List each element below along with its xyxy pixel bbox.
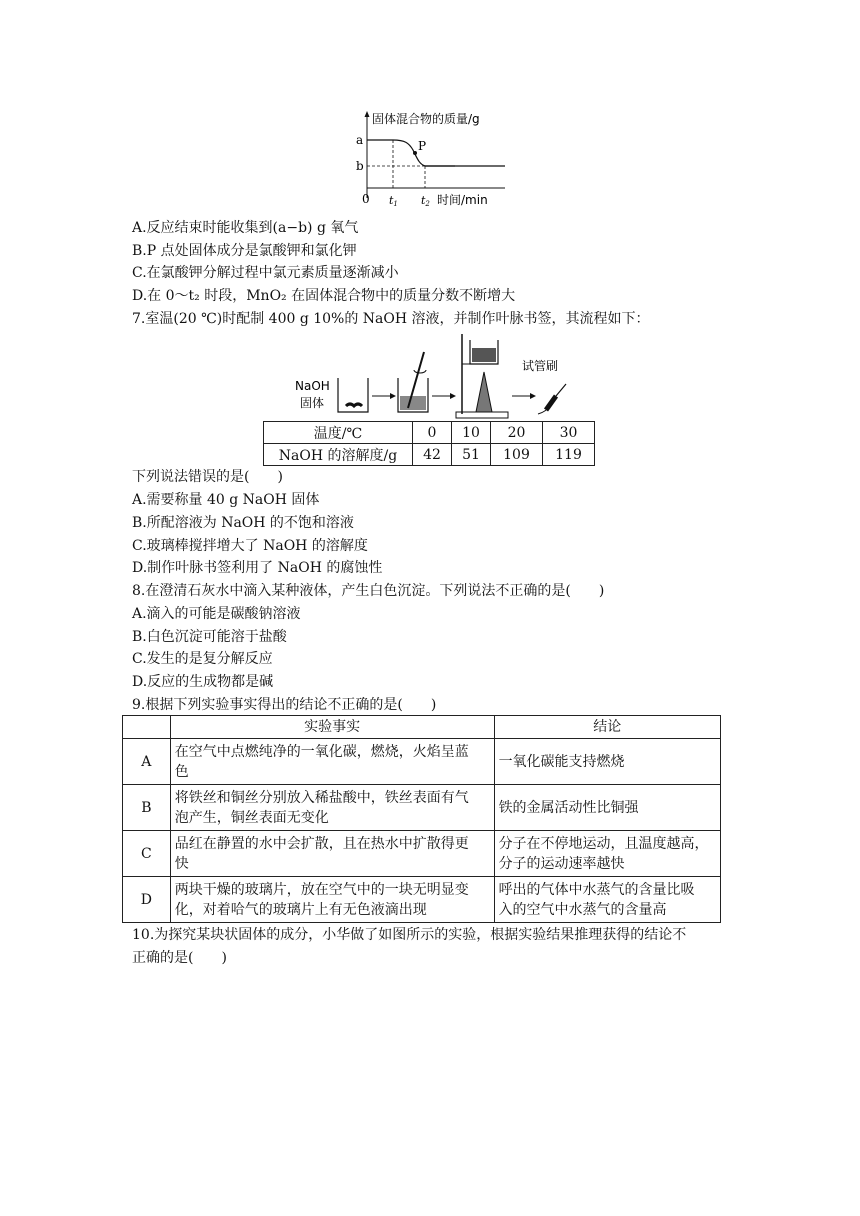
q6-option-b: B.P 点处固体成分是氯酸钾和氯化钾 [132,243,357,259]
t1-label: t1 [389,194,398,208]
q7-option-a: A.需要称量 40 g NaOH 固体 [132,492,320,508]
flow-label-brush: 试管刷 [522,359,559,373]
table-row [123,831,721,877]
conclusion-line: 分子的运动速率越快 [498,855,625,872]
naoh-solid-icon [346,404,362,406]
flow-arrow-1-head [390,393,396,399]
point-p-marker [413,151,417,155]
q9-stem: 9.根据下列实验事实得出的结论不正确的是( ) [132,697,437,713]
y-axis-arrow [365,111,370,117]
solubility-table [263,421,595,466]
table-header: 实验事实 [170,716,494,739]
origin-label: 0 [362,192,370,206]
fact-line: 快 [174,855,189,872]
flow-arrow-3-head [530,393,536,399]
q10-stem-line-1: 10.为探究某块状固体的成分，小华做了如图所示的实验，根据实验结果推理获得的结论不 [132,927,687,943]
table-row [264,444,595,466]
q8-option-b: B.白色沉淀可能溶于盐酸 [132,629,287,645]
conclusion-cell [494,785,720,831]
table-row [123,785,721,831]
flow-label-naoh: NaOH [295,379,330,393]
conclusion-line: 分子在不停地运动，且温度越高， [498,835,709,852]
fact-line: 色 [174,763,189,780]
table-cell: 51 [452,444,491,466]
q7-prompt: 下列说法错误的是( ) [132,469,283,485]
q6-option-a: A.反应结束时能收集到(a−b) g 氧气 [132,220,359,236]
mass-time-graph [345,108,515,208]
conclusion-cell [494,831,720,877]
t2-label: t2 [421,194,430,208]
y-tick-b: b [356,159,364,173]
q6-option-d: D.在 0～t₂ 时段，MnO₂ 在固体混合物中的质量分数不断增大 [132,288,516,304]
row-key: A [123,739,171,785]
fact-line: 品红在静置的水中会扩散，且在热水中扩散得更 [174,835,469,852]
table-cell: 10 [452,422,491,444]
flow-arrow-2-head [450,393,456,399]
table-row [123,739,721,785]
fact-line: 化，对着哈气的玻璃片上有无色液滴出现 [174,901,427,918]
table-cell: 30 [543,422,595,444]
fact-line: 在空气中点燃纯净的一氧化碳，燃烧，火焰呈蓝 [174,743,469,760]
alcohol-lamp-icon [476,372,492,412]
stand-base [456,412,508,418]
fact-line: 将铁丝和铜丝分别放入稀盐酸中，铁丝表面有气 [174,789,469,806]
x-axis-label: 时间/min [437,193,488,207]
table-cell: 119 [543,444,595,466]
table-row [264,422,595,444]
table-header: 结论 [494,716,720,739]
row-key: D [123,877,171,923]
table-cell: 109 [491,444,543,466]
solution-fill [400,396,426,410]
q9-table [122,715,721,923]
q10-stem-line-2: 正确的是( ) [132,950,227,966]
fact-cell [170,877,494,923]
fact-cell [170,785,494,831]
q8-stem: 8.在澄清石灰水中滴入某种液体，产生白色沉淀。下列说法不正确的是( ) [132,583,605,599]
q7-option-c: C.玻璃棒搅拌增大了 NaOH 的溶解度 [132,538,368,554]
mass-curve [367,140,455,166]
table-cell: 20 [491,422,543,444]
table-header [123,716,171,739]
flow-label-solid: 固体 [300,396,325,410]
q7-option-b: B.所配溶液为 NaOH 的不饱和溶液 [132,515,354,531]
fact-line: 泡产生，铜丝表面无变化 [174,809,329,826]
y-tick-a: a [356,133,364,147]
conclusion-line: 铁的金属活动性比铜强 [498,799,639,816]
q7-stem: 7.室温(20 ℃)时配制 400 g 10%的 NaOH 溶液，并制作叶脉书签，其流程如下： [132,311,650,327]
conclusion-cell [494,877,720,923]
conclusion-line: 呼出的气体中水蒸气的含量比吸 [498,881,695,898]
y-axis-label: 固体混合物的质量/g [372,112,480,126]
table-row [123,877,721,923]
table-cell: 温度/℃ [264,422,413,444]
table-cell: 0 [413,422,452,444]
table-cell: 42 [413,444,452,466]
conclusion-line: 一氧化碳能支持燃烧 [498,753,625,770]
fact-cell [170,739,494,785]
test-tube-brush-icon [546,396,556,410]
stir-arrow-icon [414,370,426,373]
heated-solution [472,348,496,362]
row-key: C [123,831,171,877]
q8-option-c: C.发生的是复分解反应 [132,651,273,667]
q7-option-d: D.制作叶脉书签利用了 NaOH 的腐蚀性 [132,560,383,576]
point-p-label: P [418,139,427,153]
brush-handle [556,384,566,396]
q6-option-c: C.在氯酸钾分解过程中氯元素质量逐渐减小 [132,265,399,281]
row-key: B [123,785,171,831]
q7-flow-diagram [290,330,590,422]
fact-cell [170,831,494,877]
conclusion-cell [494,739,720,785]
table-cell: NaOH 的溶解度/g [264,444,413,466]
fact-line: 两块干燥的玻璃片，放在空气中的一块无明显变 [174,881,469,898]
q8-option-d: D.反应的生成物都是碱 [132,674,274,690]
table-header-row [123,716,721,739]
q8-option-a: A.滴入的可能是碳酸钠溶液 [132,606,301,622]
conclusion-line: 入的空气中水蒸气的含量高 [498,901,667,918]
